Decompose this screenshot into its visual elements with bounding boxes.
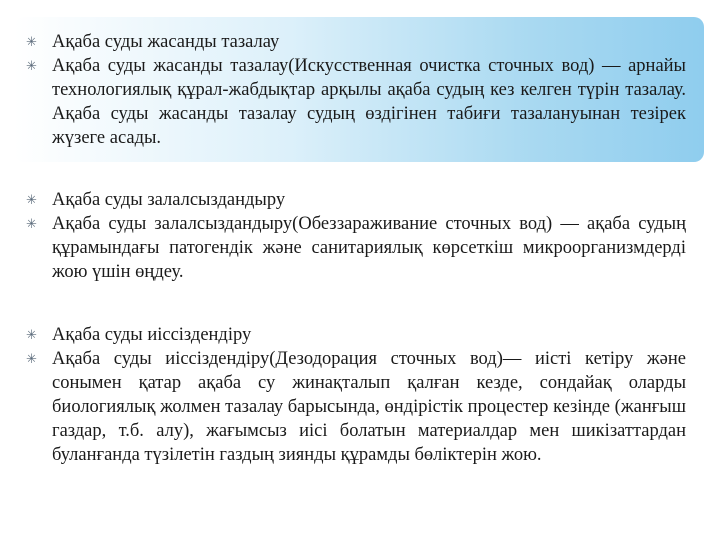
list-item xyxy=(0,347,686,467)
section-body: Ақаба суды жасанды тазалау(Искусственная очистка сточных вод) — арнайы технологиялық құрал-жабдықтар арқылы ақаба судың кез келген түрін тазалау. Ақаба суды жасанды тазалау судың өздігінен табиғи тазалануынан тезірек жүзеге асады. xyxy=(52,56,686,148)
list-item xyxy=(0,323,686,347)
section-disinfection xyxy=(0,188,720,284)
section-body: Ақаба суды иіссіздендіру(Дезодорация сточных вод)— иісті кетіру және сонымен қатар ақаба су жинақталып қалған кезде, сондайақ оларды биологиялық жолмен тазалау барысында, өндірістік процестер кезінде (жанғыш газдар, т.б. алу), жағымсыз иісі болатын материалдар мен шикізаттардан буланғанда түзілетін газдың зиянды құрамды бөліктерін жою. xyxy=(52,349,686,465)
section-heading: Ақаба суды иіссіздендіру xyxy=(52,325,252,345)
section-heading: Ақаба суды жасанды тазалау xyxy=(52,32,280,52)
bullet-icon: ✳ xyxy=(26,58,37,73)
bullet-icon: ✳ xyxy=(26,192,37,207)
section-heading: Ақаба суды залалсыздандыру xyxy=(52,190,286,210)
list-item xyxy=(0,30,686,54)
bullet-icon: ✳ xyxy=(26,327,37,342)
section-deodorization xyxy=(0,323,720,467)
bullet-icon: ✳ xyxy=(26,216,37,231)
list-item xyxy=(0,212,686,284)
list-item xyxy=(0,54,686,150)
list-item xyxy=(0,188,686,212)
bullet-icon: ✳ xyxy=(26,351,37,366)
section-artificial-treatment xyxy=(0,30,720,150)
bullet-icon: ✳ xyxy=(26,34,37,49)
section-body: Ақаба суды залалсыздандыру(Обеззараживание сточных вод) — ақаба судың құрамындағы патогендік және санитариялық көрсеткіш микроорганизмдерді жою үшін өңдеу. xyxy=(52,214,686,282)
